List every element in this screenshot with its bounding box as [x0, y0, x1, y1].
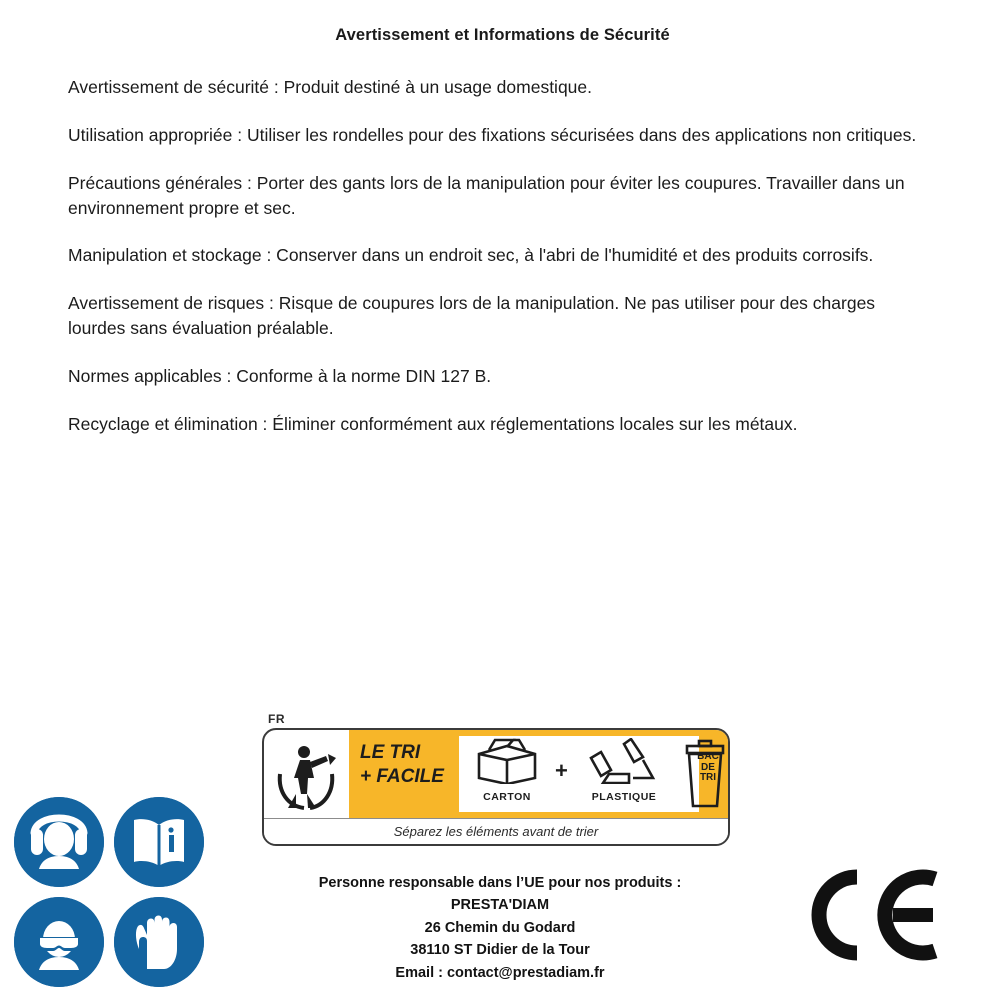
company-email: Email : contact@prestadiam.fr	[395, 964, 605, 981]
triman-icon	[270, 734, 350, 816]
recycling-label	[262, 712, 732, 847]
carton-label: CARTON	[483, 791, 531, 803]
recycling-headline	[360, 742, 460, 789]
page-title: Avertissement et Informations de Sécurité	[335, 26, 670, 44]
responsible-person-prefix: Personne responsable dans l’	[318, 875, 525, 891]
ear-protection-icon	[14, 797, 104, 887]
responsible-person-line	[190, 872, 810, 894]
safety-text-block	[68, 75, 930, 460]
paragraph-appropriate-use: Utilisation appropriée : Utiliser les rondelles pour des fixations sécurisées dans des applications non critiques.	[68, 124, 917, 145]
plastique-label: PLASTIQUE	[591, 791, 657, 803]
responsible-person-block	[190, 872, 810, 984]
recycling-headline-line2: + FACILE	[360, 766, 444, 788]
company-address: 26 Chemin du Godard	[424, 919, 576, 936]
carton-box-icon	[467, 738, 547, 784]
paragraph-recycling: Recyclage et élimination : Éliminer conformément aux réglementations locales sur les métaux.	[68, 413, 798, 434]
recycling-footer-text: Séparez les éléments avant de trier	[393, 824, 599, 839]
eye-protection-icon	[14, 897, 104, 987]
responsible-person-suffix: pour nos produits :	[544, 875, 682, 891]
recycling-headline-line1: LE TRI	[360, 742, 421, 763]
paragraph-handling-storage: Manipulation et stockage : Conserver dans un endroit sec, à l'abri de l'humidité et des produits corrosifs.	[68, 245, 874, 266]
paragraph-safety-warning: Avertissement de sécurité : Produit destiné à un usage domestique.	[68, 77, 593, 97]
recycling-footer	[264, 818, 728, 846]
carton-item	[464, 738, 550, 803]
company-city: 38110 ST Didier de la Tour	[410, 942, 590, 959]
bin-label-line3: TRI	[699, 772, 717, 783]
pictogram-group	[14, 797, 214, 993]
recycling-plus-sign: +	[555, 758, 568, 783]
responsible-person-eu: UE	[524, 875, 545, 891]
paragraph-risk-warning: Avertissement de risques : Risque de coupures lors de la manipulation. Ne pas utiliser pour des charges lourdes sans évaluation préalable.	[68, 293, 876, 339]
bin-label	[688, 752, 728, 784]
paragraph-standards: Normes applicables : Conforme à la norme DIN 127 B.	[68, 365, 492, 386]
company-name: PRESTA'DIAM	[450, 897, 550, 914]
paragraph-general-precautions: Précautions générales : Porter des gants lors de la manipulation pour éviter les coupures. Travailler dans un environnement propre et sec.	[68, 172, 905, 218]
mobius-loop-icon	[581, 738, 667, 784]
ce-marking-icon	[807, 867, 947, 963]
bin-label-line2: DE	[701, 761, 715, 773]
bin-label-line1: BAC	[697, 751, 719, 762]
recycling-country-code: FR	[268, 712, 285, 726]
plastique-item	[576, 738, 672, 803]
